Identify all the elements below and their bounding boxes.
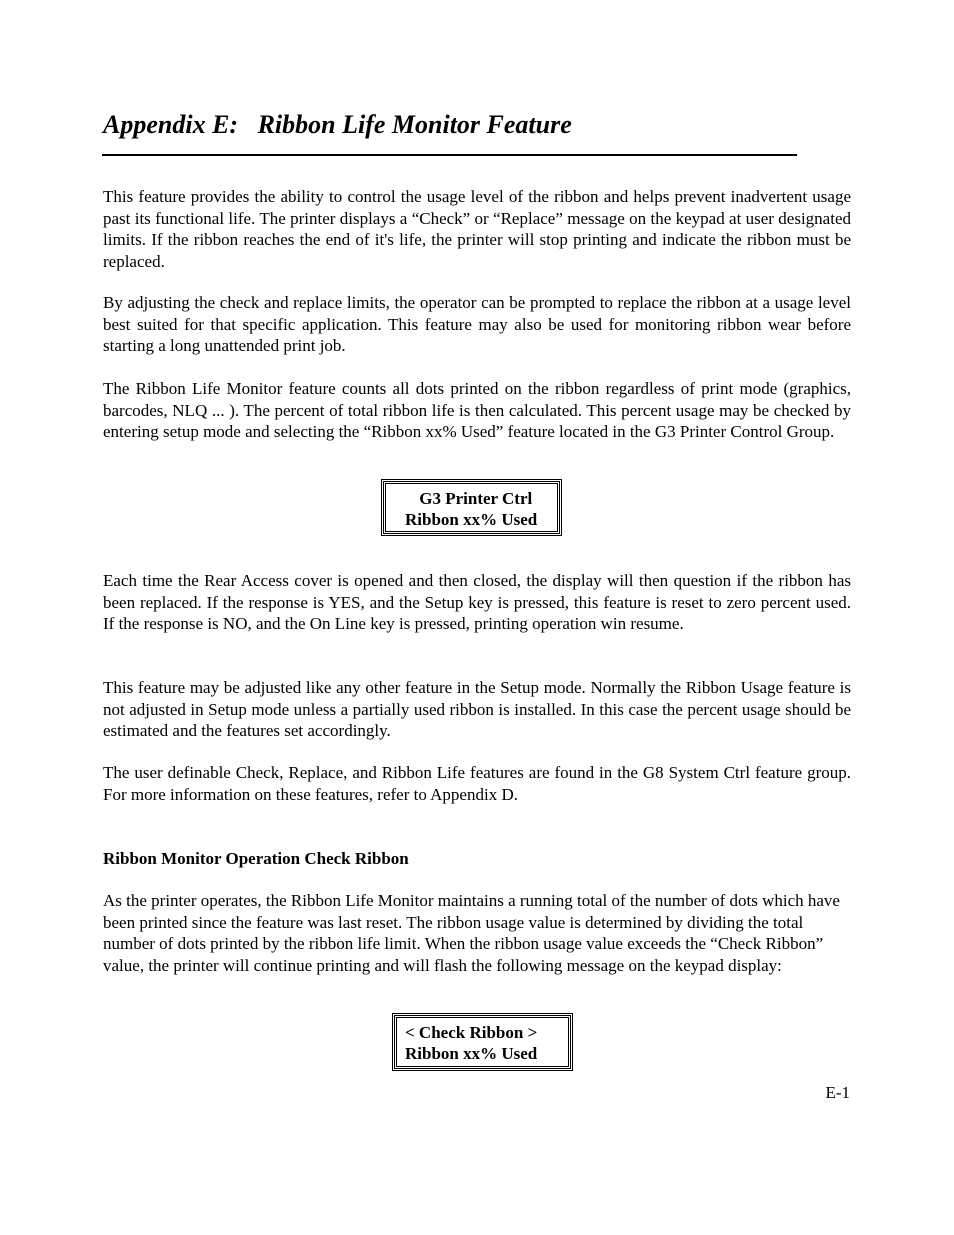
title-rule bbox=[102, 154, 797, 156]
paragraph-limits: By adjusting the check and replace limits, the operator can be prompted to replace the ribbon at a usage level best suited for that specific application. This feature may also be used for monitoring ribbon wear before starting a long unattended print job. bbox=[103, 293, 851, 355]
lcd-line-1: < Check Ribbon > bbox=[405, 1023, 538, 1042]
lcd-display-printer-ctrl bbox=[381, 479, 562, 536]
section-heading: Ribbon Monitor Operation Check Ribbon bbox=[103, 849, 409, 868]
page-number: E-1 bbox=[825, 1083, 850, 1102]
paragraph-check-ribbon: As the printer operates, the Ribbon Life Monitor maintains a running total of the number of dots which have been printed since the feature was last reset. The ribbon usage value is determined by dividing the total number of dots printed by the ribbon life limit. When the ribbon usage value exceeds the “Check Ribbon” value, the printer will continue printing and will flash the following message on the keypad display: bbox=[103, 891, 840, 975]
paragraph-counting: The Ribbon Life Monitor feature counts all dots printed on the ribbon regardless of print mode (graphics, barcodes, NLQ ... ). The percent of total ribbon life is then calculated. This percent usage may be checked by entering setup mode and selecting the “Ribbon xx% Used” feature located in the G3 Printer Control Group. bbox=[103, 379, 851, 441]
page-title: Appendix E: Ribbon Life Monitor Feature bbox=[103, 110, 572, 139]
lcd-line-2: Ribbon xx% Used bbox=[405, 1044, 538, 1063]
lcd-display-check-ribbon bbox=[392, 1013, 573, 1071]
lcd-line-1: G3 Printer Ctrl bbox=[415, 489, 533, 508]
paragraph-adjusting: This feature may be adjusted like any other feature in the Setup mode. Normally the Ribbon Usage feature is not adjusted in Setup mode unless a partially used ribbon is installed. In this case the percent usage should be estimated and the features set accordingly. bbox=[103, 678, 851, 740]
paragraph-rear-access: Each time the Rear Access cover is opened and then closed, the display will then question if the ribbon has been replaced. If the response is YES, and the Setup key is pressed, this feature is reset to zero percent used. If the response is NO, and the On Line key is pressed, printing operation win resume. bbox=[103, 571, 851, 633]
paragraph-intro: This feature provides the ability to control the usage level of the ribbon and helps prevent inadvertent usage past its functional life. The printer displays a “Check” or “Replace” message on the keypad at user designated limits. If the ribbon reaches the end of it's life, the printer will stop printing and indicate the ribbon must be replaced. bbox=[103, 187, 851, 271]
lcd-line-2: Ribbon xx% Used bbox=[405, 510, 538, 529]
paragraph-features-location: The user definable Check, Replace, and Ribbon Life features are found in the G8 System Ctrl feature group. For more information on these features, refer to Appendix D. bbox=[103, 763, 851, 804]
